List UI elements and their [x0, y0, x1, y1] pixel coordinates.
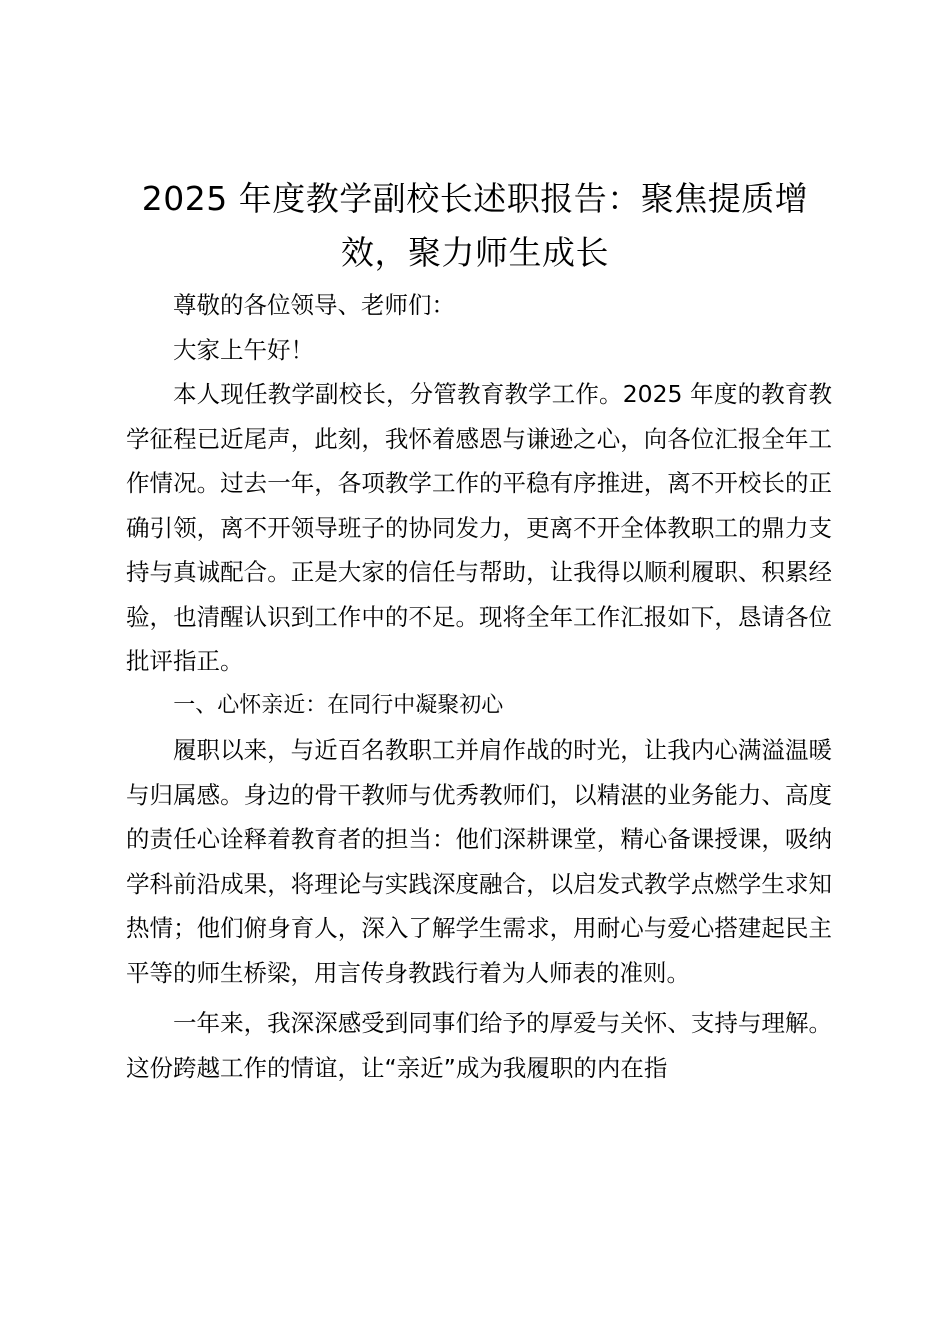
salutation: 尊敬的各位领导、老师们： — [173, 291, 455, 319]
section-paragraph: 一年来，我深深感受到同事们给予的厚爱与关怀、支持与理解。这份跨越工作的情谊，让“亲近”成为我履职的内在指 — [126, 1009, 832, 1082]
section-paragraph: 履职以来，与近百名教职工并肩作战的时光，让我内心满溢温暖与归属感。身边的骨干教师与优秀教师们，以精湛的业务能力、高度的责任心诠释着教育者的担当：他们深耕课堂，精心备课授课，吸纳学科前沿成果，将理论与实践深度融合，以启发式教学点燃学生求知热情；他们俯身育人，深入了解学生需求，用耐心与爱心搭建起民主平等的师生桥梁，用言传身教践行着为人师表的准则。 — [126, 736, 832, 987]
document-title: 2025 年度教学副校长述职报告：聚焦提质增效，聚力师生成长 — [141, 179, 809, 272]
section-heading: 一、心怀亲近：在同行中凝聚初心 — [173, 692, 504, 718]
intro-paragraph: 本人现任教学副校长，分管教育教学工作。2025 年度的教育教学征程已近尾声，此刻，我怀着感恩与谦逊之心，向各位汇报全年工作情况。过去一年，各项教学工作的平稳有序推进，离不开校长的正确引领，离不开领导班子的协同发力，更离不开全体教职工的鼎力支持与真诚配合。正是大家的信任与帮助，让我得以顺利履职、积累经验，也清醒认识到工作中的不足。现将全年工作汇报如下，恳请各位批评指正。 — [126, 380, 832, 675]
greeting: 大家上午好！ — [173, 335, 314, 364]
document-body — [126, 283, 832, 1090]
